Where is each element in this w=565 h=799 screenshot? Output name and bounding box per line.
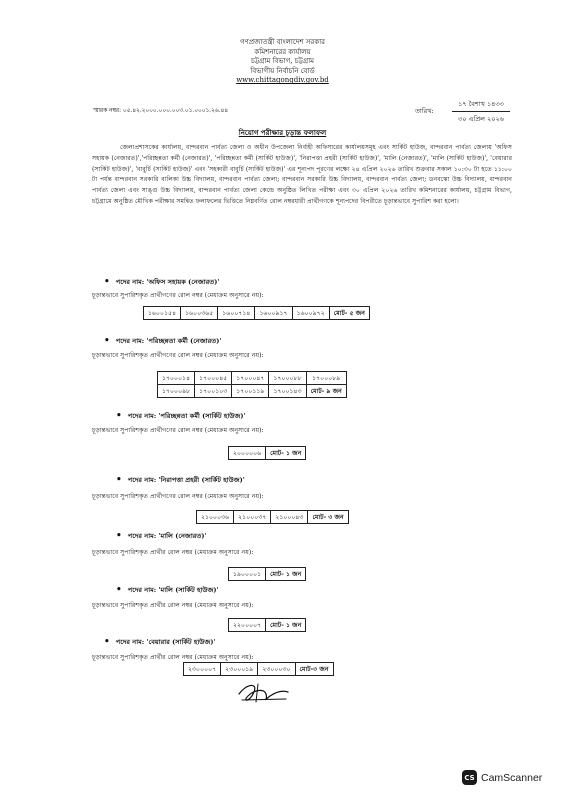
table-row <box>158 385 347 398</box>
roll-cell: ১৬০০৩৬৫ <box>181 307 218 320</box>
total-cell: মোট- ৩ জন <box>308 511 348 524</box>
post-instruction: চূড়ান্তভাবে সুপারিশকৃত প্রার্থীর রোল নম্বর (মেধাক্রম অনুসারে নয়): <box>92 549 254 556</box>
office-name: কমিশনারের কার্যালয় <box>254 47 311 56</box>
roll-cell: ২২০০০০৭ <box>229 619 266 632</box>
post-name: পদের নাম: 'মালি (সার্কিট হাউজ)' <box>127 586 219 594</box>
post-instruction: চূড়ান্তভাবে সুপারিশকৃত প্রার্থীগণের রোল নম্বর (মেধাক্রম অনুসারে নয়): <box>92 352 264 359</box>
roll-cell: ২১০০০৪৩ <box>271 511 308 524</box>
roll-table <box>143 306 370 320</box>
table-row <box>229 619 306 632</box>
roll-cell: ১৭০০১১৯ <box>232 385 269 398</box>
board-name: বিভাগীয় নির্বাচনি বোর্ড <box>250 66 315 75</box>
post-title: • পদের নাম: 'বেয়ারার (সার্কিট হাউজ)' <box>104 637 216 647</box>
table-row <box>158 372 347 385</box>
roll-cell: ২১০০০৩৭ <box>234 511 271 524</box>
post-name: পদের নাম: 'মালি (নেজারত)' <box>127 532 207 540</box>
roll-cell: ১৭০০০৪৫ <box>195 372 232 385</box>
roll-table <box>183 662 334 676</box>
signature-image <box>236 680 292 706</box>
roll-cell: ১৭০০০৯৮ <box>158 385 195 398</box>
date-block <box>452 99 510 125</box>
body-text: জেলাপ্রশাসকের কার্যালয়, বান্দরবান পার্বত্য জেলা ও অধীন উপজেলা নির্বাহী অফিসারের কার্যালয়সমূহ এবং সার্কিট হাউজ, বান্দরবান পার্বত্য জেলায় 'অফিস সহায়ক (নেজারত)','পরিচ্ছন্নতা কর্মী (নেজারত)', 'পরিচ্ছন্নতা কর্মী (সার্কিট হাউজ)', 'নিরাপত্তা প্রহরী (সার্কিট হাউজ)', 'মালি (নেজারত)', 'মালি (সার্কিট হাউজ)', 'বেয়ারার (সার্কিট হাউজ)', 'বাবুর্চি (সার্কিট হাউজ)' এবং 'সহকারী বাবুর্চি (সার্কিট হাউজ)' এর শূন্যপদ পূরণের লক্ষ্যে ২৪ এপ্রিল ২০২৬ তারিখ শুক্রবার সকাল ১০:৩০ টা হতে ১১:০০ টা পর্যন্ত বান্দরবান সরকারি বালিকা উচ্চ বিদ্যালয়, বান্দরবান পার্বত্য জেলা; বান্দরবান সরকারি উচ্চ বিদ্যালয়, বান্দরবান পার্বত্য জেলা; ডনবস্কো উচ্চ বিদ্যালয়, বান্দরবান পার্বত্য জেলা এবং সাঙ্গু উচ্চ বিদ্যালয়, বান্দরবান পার্বত্য জেলা কেন্দ্রে অনুষ্ঠিত লিখিত পরীক্ষা এবং ৩০ এপ্রিল ২০২৬ তারিখ কমিশনারের কার্যালয়, চট্টগ্রাম বিভাগ, চট্টগ্রামে অনুষ্ঠিত মৌখিক পরীক্ষার সমন্বিত ফলাফলের ভিত্তিতে নিম্নবর্ণিত রোল নম্বরধারী প্রার্থীগণকে শূন্যপদের বিপরীতে চূড়ান্তভাবে সুপারিশ করা হলো। <box>92 144 512 205</box>
roll-cell: ২০০০০০৬ <box>229 447 266 460</box>
total-cell: মোট- ৫ জন <box>329 307 369 320</box>
post-title: • পদের নাম: 'পরিচ্ছন্নতা কর্মী (নেজারত)' <box>104 336 222 346</box>
total-cell: মোট- ১ জন <box>266 619 306 632</box>
roll-cell: ১৬০০১৫৪ <box>144 307 181 320</box>
roll-cell: ১৬০০৯১৭ <box>255 307 292 320</box>
total-cell: মোট- ১ জন <box>266 447 306 460</box>
post-instruction: চূড়ান্তভাবে সুপারিশকৃত প্রার্থীগণের রোল নম্বর (মেধাক্রম অনুসারে নয়): <box>92 427 264 434</box>
camscanner-icon: CS <box>462 770 477 785</box>
roll-table <box>196 510 349 524</box>
roll-cell: ২৩০০০১৯ <box>221 663 258 676</box>
post-instruction: চূড়ান্তভাবে সুপারিশকৃত প্রার্থীগণের রোল নম্বর (মেধাক্রম অনুসারে নয়): <box>92 292 264 299</box>
total-cell: মোট- ১ জন <box>266 568 306 581</box>
post-instruction: চূড়ান্তভাবে সুপারিশকৃত প্রার্থীগণের রোল নম্বর (মেধাক্রম অনুসারে নয়): <box>92 493 264 500</box>
document-title <box>0 127 565 139</box>
camscanner-label: CamScanner <box>481 771 543 784</box>
table-row <box>229 568 306 581</box>
roll-cell: ২১০০০৩৬ <box>197 511 234 524</box>
roll-table <box>228 567 306 581</box>
body-paragraph <box>92 143 512 208</box>
division-name: চট্টগ্রাম বিভাগ, চট্টগ্রাম <box>250 57 315 66</box>
post-title: • পদের নাম: 'মালি (নেজারত)' <box>116 531 207 541</box>
roll-cell: ১৭০০১০৩ <box>195 385 232 398</box>
post-title: • পদের নাম: 'নিরাপত্তা প্রহরী (সার্কিট হাউজ)' <box>116 475 245 485</box>
post-name: পদের নাম: 'নিরাপত্তা প্রহরী (সার্কিট হাউজ)' <box>127 476 245 484</box>
post-name: পদের নাম: 'পরিচ্ছন্নতা কর্মী (নেজারত)' <box>115 337 222 345</box>
roll-cell: ১৬০০৯৭২ <box>292 307 329 320</box>
roll-table <box>228 446 306 460</box>
date-english: ৩০ এপ্রিল ২০২৬ <box>458 115 504 123</box>
table-row <box>229 447 306 460</box>
roll-cell: ১৭০০০৪৭ <box>232 372 269 385</box>
total-cell: মোট- ৯ জন <box>306 385 346 398</box>
post-name: পদের নাম: 'অফিস সহায়ক (নেজারত)' <box>115 278 220 286</box>
date-label: তারিখ: <box>415 107 434 115</box>
roll-cell: ২৩০০০০৭ <box>184 663 221 676</box>
table-row <box>144 307 370 320</box>
post-title: • পদের নাম: 'অফিস সহায়ক (নেজারত)' <box>104 277 220 287</box>
date-bangla: ১৭ বৈশাখ ১৪৩৩ <box>452 99 510 112</box>
roll-cell: ১৭০০১৪৩ <box>269 385 306 398</box>
letterhead <box>0 38 565 86</box>
document-title-text: নিয়োগ পরীক্ষার চূড়ান্ত ফলাফল <box>238 128 327 137</box>
camscanner-watermark <box>462 770 542 785</box>
roll-cell: ২৩০০০৩০ <box>258 663 295 676</box>
post-instruction: চূড়ান্তভাবে সুপারিশকৃত প্রার্থীর রোল নম্বর (মেধাক্রম অনুসারে নয়): <box>92 654 254 661</box>
memo-number: স্মারক নম্বর: ০৫.৪২.২০০০.০০০.০০৩.০১.০০০১.২৬.৪৪ <box>93 108 229 114</box>
roll-cell: ১৭০০০৮৯ <box>306 372 346 385</box>
roll-cell: ১৯০০০০১ <box>229 568 266 581</box>
roll-table <box>228 618 306 632</box>
roll-cell: ১৬০০৭১৪ <box>218 307 255 320</box>
govt-name: গণপ্রজাতন্ত্রী বাংলাদেশ সরকার <box>240 38 325 46</box>
post-name: পদের নাম: 'বেয়ারার (সার্কিট হাউজ)' <box>115 638 216 646</box>
post-title: • পদের নাম: 'পরিচ্ছন্নতা কর্মী (সার্কিট হাউজ)' <box>116 411 246 421</box>
website-link[interactable]: www.chittagongdiv.gov.bd <box>236 76 329 85</box>
table-row <box>197 511 349 524</box>
post-title: • পদের নাম: 'মালি (সার্কিট হাউজ)' <box>116 585 219 595</box>
post-instruction: চূড়ান্তভাবে সুপারিশকৃত প্রার্থীর রোল নম্বর (মেধাক্রম অনুসারে নয়): <box>92 602 254 609</box>
post-name: পদের নাম: 'পরিচ্ছন্নতা কর্মী (সার্কিট হাউজ)' <box>127 412 246 420</box>
table-row <box>184 663 334 676</box>
roll-cell: ১৭০০০৮৮ <box>269 372 306 385</box>
total-cell: মোট-৩ জন <box>295 663 333 676</box>
roll-cell: ১৭০০০১৪ <box>158 372 195 385</box>
roll-table <box>157 371 347 398</box>
